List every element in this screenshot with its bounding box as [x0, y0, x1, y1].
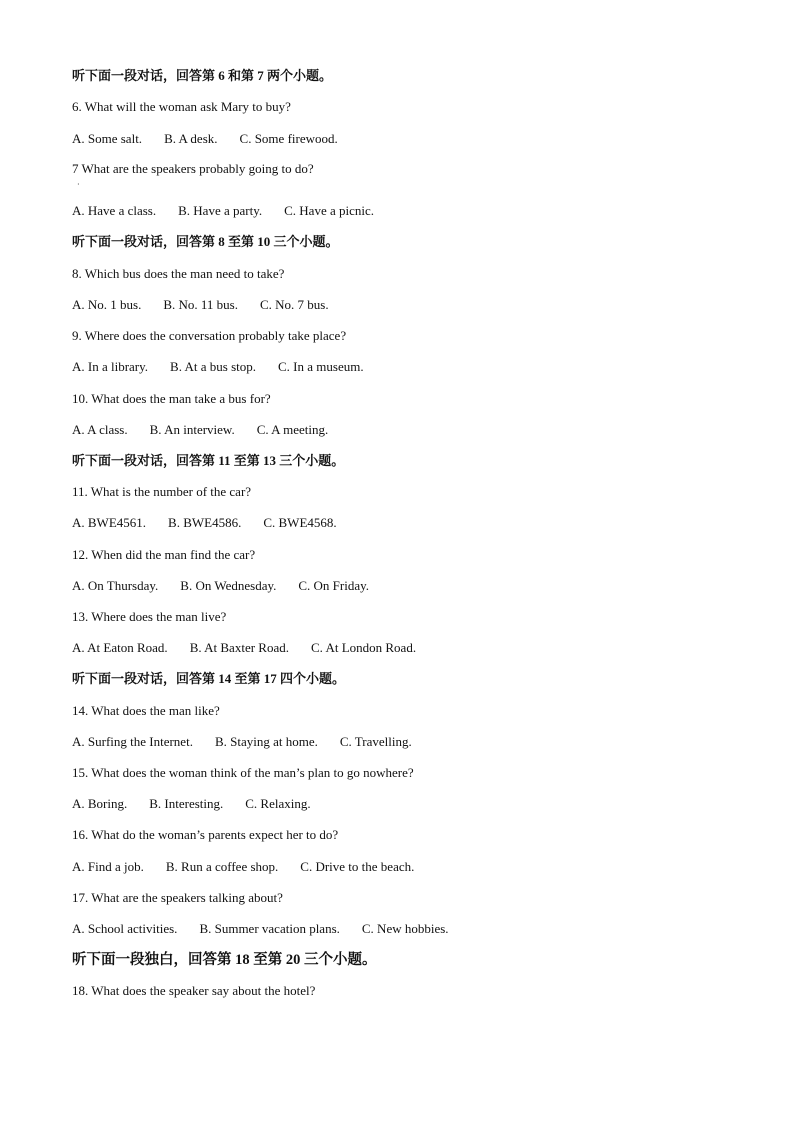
option-b: B. Staying at home.: [214, 734, 318, 749]
question-7: 7 What are the speakers probably going to do?: [72, 161, 314, 176]
section-heading-4: 听下面一段对话，回答第 14 至第 17 四个小题。: [72, 671, 346, 686]
question-8: 8. Which bus does the man need to take?: [72, 266, 285, 281]
option-c: C. At London Road.: [310, 640, 417, 655]
question-15: 15. What does the woman think of the man’s plan to go nowhere?: [72, 765, 414, 780]
option-b: B. On Wednesday.: [180, 578, 277, 593]
option-a: A. Boring.: [72, 796, 128, 811]
section-heading-2: 听下面一段对话，回答第 8 至第 10 三个小题。: [72, 234, 339, 249]
option-b: B. An interview.: [149, 422, 235, 437]
option-a: A. A class.: [72, 422, 128, 437]
option-c: C. On Friday.: [298, 578, 370, 593]
options-14: [72, 734, 412, 750]
stray-dot: ·: [77, 180, 80, 189]
options-13: [72, 640, 416, 656]
options-11: [72, 515, 337, 531]
option-a: A. BWE4561.: [72, 515, 147, 530]
option-c: C. Have a picnic.: [284, 203, 374, 218]
option-c: C. Relaxing.: [245, 796, 311, 811]
option-b: B. At Baxter Road.: [189, 640, 289, 655]
option-a: A. Surfing the Internet.: [72, 734, 193, 749]
options-8: [72, 297, 329, 313]
question-12: 12. When did the man find the car?: [72, 547, 256, 562]
option-a: A. At Eaton Road.: [72, 640, 168, 655]
option-b: B. Interesting.: [149, 796, 224, 811]
option-a: A. Have a class.: [72, 203, 157, 218]
option-b: B. Summer vacation plans.: [199, 921, 340, 936]
option-c: C. New hobbies.: [361, 921, 449, 936]
option-a: A. No. 1 bus.: [72, 297, 142, 312]
option-c: C. A meeting.: [256, 422, 329, 437]
options-16: [72, 859, 414, 875]
option-a: A. On Thursday.: [72, 578, 159, 593]
option-b: B. At a bus stop.: [170, 359, 257, 374]
options-15: [72, 796, 311, 812]
option-c: C. BWE4568.: [263, 515, 337, 530]
question-14: 14. What does the man like?: [72, 703, 220, 718]
option-b: B. A desk.: [164, 131, 218, 146]
option-a: A. In a library.: [72, 359, 149, 374]
option-c: C. No. 7 bus.: [259, 297, 329, 312]
question-18: 18. What does the speaker say about the hotel?: [72, 983, 316, 998]
options-10: [72, 422, 328, 438]
question-11: 11. What is the number of the car?: [72, 484, 252, 499]
question-6: 6. What will the woman ask Mary to buy?: [72, 99, 291, 114]
option-a: A. Find a job.: [72, 859, 144, 874]
option-b: B. No. 11 bus.: [163, 297, 238, 312]
section-heading-1: 听下面一段对话，回答第 6 和第 7 两个小题。: [72, 68, 333, 83]
options-7: [72, 203, 374, 219]
option-a: A. School activities.: [72, 921, 178, 936]
option-c: C. In a museum.: [278, 359, 364, 374]
option-b: B. Run a coffee shop.: [165, 859, 279, 874]
option-a: A. Some salt.: [72, 131, 143, 146]
option-b: B. BWE4586.: [168, 515, 242, 530]
option-c: C. Drive to the beach.: [300, 859, 415, 874]
section-heading-5: 听下面一段独白，回答第 18 至第 20 三个小题。: [72, 952, 377, 968]
question-17: 17. What are the speakers talking about?: [72, 890, 283, 905]
question-9: 9. Where does the conversation probably take place?: [72, 328, 347, 343]
question-16: 16. What do the woman’s parents expect her to do?: [72, 827, 339, 842]
option-c: C. Travelling.: [339, 734, 412, 749]
question-13: 13. Where does the man live?: [72, 609, 227, 624]
options-9: [72, 359, 364, 375]
option-b: B. Have a party.: [178, 203, 263, 218]
option-c: C. Some firewood.: [239, 131, 338, 146]
options-12: [72, 578, 369, 594]
question-10: 10. What does the man take a bus for?: [72, 391, 271, 406]
options-6: [72, 131, 338, 147]
section-heading-3: 听下面一段对话，回答第 11 至第 13 三个小题。: [72, 453, 345, 468]
options-17: [72, 921, 449, 937]
